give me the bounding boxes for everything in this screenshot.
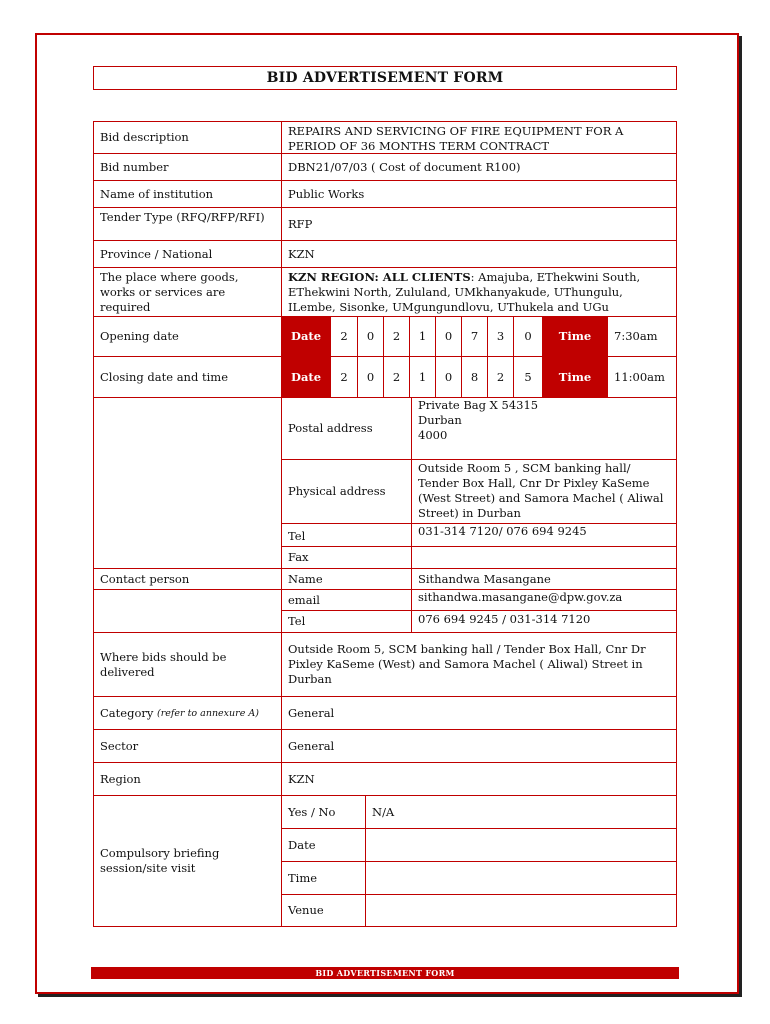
institution-label: Name of institution xyxy=(93,180,282,208)
briefing-yesno-value: N/A xyxy=(365,795,677,829)
contact-name-value: Sithandwa Masangane xyxy=(411,568,677,590)
opening-date-label: Opening date xyxy=(93,316,282,357)
closing-date-label: Closing date and time xyxy=(93,356,282,398)
tel-label: Tel xyxy=(281,523,412,547)
postal-address-label: Postal address xyxy=(281,397,412,460)
tender-type-value: RFP xyxy=(281,207,677,241)
fax-value xyxy=(411,546,677,569)
bid-description-label: Bid description xyxy=(93,121,282,154)
opening-digit: 3 xyxy=(487,316,514,357)
opening-digit: 7 xyxy=(461,316,488,357)
briefing-label: Compulsory briefing session/site visit xyxy=(93,795,282,927)
postal-line: Durban xyxy=(418,413,462,427)
briefing-date-label: Date xyxy=(281,828,366,862)
opening-digit: 2 xyxy=(330,316,358,357)
place-region-bold: KZN REGION: ALL CLIENTS xyxy=(288,270,471,284)
category-label-text: Category xyxy=(100,705,154,720)
place-label: The place where goods, works or services are required xyxy=(93,267,282,317)
opening-digit: 0 xyxy=(513,316,543,357)
physical-address-label: Physical address xyxy=(281,459,412,524)
briefing-date-value xyxy=(365,828,677,862)
closing-digit: 5 xyxy=(513,356,543,398)
opening-digit: 0 xyxy=(435,316,462,357)
category-value: General xyxy=(281,696,677,730)
closing-time-header: Time xyxy=(542,356,608,398)
delivery-value: Outside Room 5, SCM banking hall / Tender Box Hall, Cnr Dr Pixley KaSeme (West) and Samora Machel ( Aliwal) Street in Durban xyxy=(281,632,677,697)
closing-digit: 2 xyxy=(330,356,358,398)
closing-digit: 0 xyxy=(357,356,384,398)
region-value: KZN xyxy=(281,762,677,796)
bid-number-label: Bid number xyxy=(93,153,282,181)
postal-line: Private Bag X 54315 xyxy=(418,398,539,412)
address-block-left xyxy=(93,397,282,569)
contact-block-left xyxy=(93,589,282,633)
sector-value: General xyxy=(281,729,677,763)
physical-address-value: Outside Room 5 , SCM banking hall/ Tender Box Hall, Cnr Dr Pixley KaSeme (West Street) and Samora Machel ( Aliwal Street) in Durban xyxy=(411,459,677,524)
briefing-venue-value xyxy=(365,894,677,927)
tel-value: 031-314 7120/ 076 694 9245 xyxy=(411,523,677,547)
postal-line: 4000 xyxy=(418,428,448,442)
place-clients: : Amajuba, EThekwini South, EThekwini North, Zululand, UMkhanyakude, UThungulu, ILembe, Sisonke, UMgungundlovu, UThukela and UGu xyxy=(288,270,641,314)
briefing-time-value xyxy=(365,861,677,895)
closing-digit: 2 xyxy=(487,356,514,398)
contact-email-value: sithandwa.masangane@dpw.gov.za xyxy=(411,589,677,611)
closing-digit: 0 xyxy=(435,356,462,398)
footer-banner: BID ADVERTISEMENT FORM xyxy=(91,967,679,979)
fax-label: Fax xyxy=(281,546,412,569)
category-note: (refer to annexure A) xyxy=(157,707,259,719)
opening-time-header: Time xyxy=(542,316,608,357)
institution-value: Public Works xyxy=(281,180,677,208)
bid-number-value: DBN21/07/03 ( Cost of document R100) xyxy=(281,153,677,181)
region-label: Region xyxy=(93,762,282,796)
province-value: KZN xyxy=(281,240,677,268)
closing-time-value: 11:00am xyxy=(607,356,677,398)
contact-name-label: Name xyxy=(281,568,412,590)
delivery-label: Where bids should be delivered xyxy=(93,632,282,697)
place-value xyxy=(281,267,677,317)
closing-digit: 2 xyxy=(383,356,410,398)
contact-tel-value: 076 694 9245 / 031-314 7120 xyxy=(411,610,677,633)
postal-address-value xyxy=(411,397,677,460)
contact-tel-label: Tel xyxy=(281,610,412,633)
contact-person-label: Contact person xyxy=(93,568,282,590)
province-label: Province / National xyxy=(93,240,282,268)
sector-label: Sector xyxy=(93,729,282,763)
contact-email-label: email xyxy=(281,589,412,611)
opening-digit: 1 xyxy=(409,316,436,357)
opening-digit: 0 xyxy=(357,316,384,357)
briefing-yesno-label: Yes / No xyxy=(281,795,366,829)
briefing-venue-label: Venue xyxy=(281,894,366,927)
opening-date-header: Date xyxy=(281,316,331,357)
form-title: BID ADVERTISEMENT FORM xyxy=(93,66,677,90)
tender-type-label: Tender Type (RFQ/RFP/RFI) xyxy=(93,207,282,241)
bid-description-value: REPAIRS AND SERVICING OF FIRE EQUIPMENT FOR A PERIOD OF 36 MONTHS TERM CONTRACT xyxy=(281,121,677,154)
briefing-time-label: Time xyxy=(281,861,366,895)
closing-date-header: Date xyxy=(281,356,331,398)
category-label xyxy=(93,696,282,730)
opening-digit: 2 xyxy=(383,316,410,357)
closing-digit: 8 xyxy=(461,356,488,398)
closing-digit: 1 xyxy=(409,356,436,398)
opening-time-value: 7:30am xyxy=(607,316,677,357)
